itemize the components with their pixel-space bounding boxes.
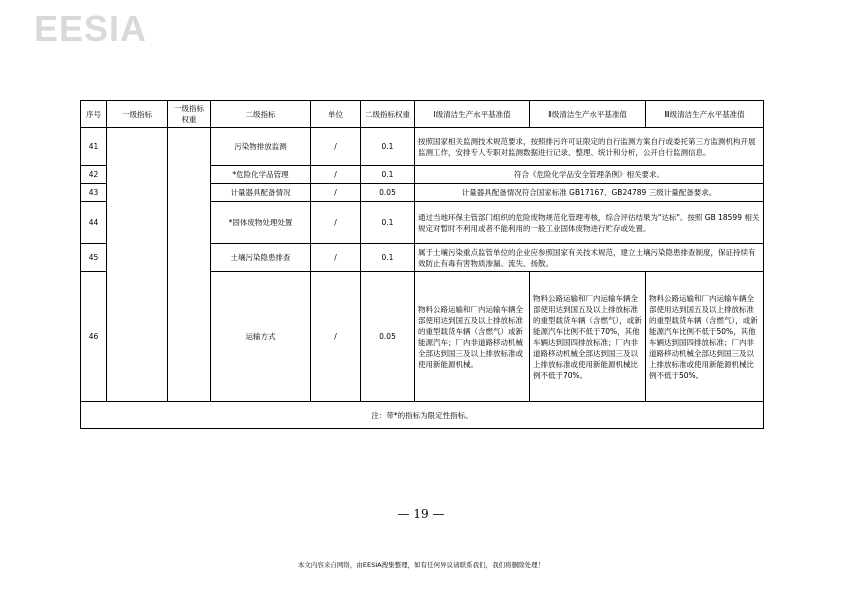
header-grade3: Ⅲ级清洁生产水平基准值 bbox=[646, 101, 764, 128]
header-grade1: Ⅰ级清洁生产水平基准值 bbox=[415, 101, 530, 128]
row-weight: 0.05 bbox=[361, 272, 415, 402]
table-note: 注：带*的指标为限定性指标。 bbox=[81, 402, 764, 429]
level1-cell bbox=[107, 128, 168, 402]
header-level1-weight: 一级指标权重 bbox=[168, 101, 211, 128]
row-no: 44 bbox=[81, 202, 107, 244]
row-criteria: 按照国家相关监测技术规范要求，按照排污许可证限定的自行监测方案自行或委托第三方监测机构开展监测工作，安排专人专职对监测数据进行记录、整理、统计和分析，公开自行监测信息。 bbox=[415, 128, 764, 166]
header-level2-weight: 二级指标权重 bbox=[361, 101, 415, 128]
row-no: 43 bbox=[81, 184, 107, 202]
table-row bbox=[81, 128, 764, 166]
row-indicator: 土壤污染隐患排查 bbox=[211, 244, 311, 272]
header-grade2: Ⅱ级清洁生产水平基准值 bbox=[530, 101, 646, 128]
row-criteria: 符合《危险化学品安全管理条例》相关要求。 bbox=[415, 166, 764, 184]
row-no: 42 bbox=[81, 166, 107, 184]
row-indicator: *固体废物处理处置 bbox=[211, 202, 311, 244]
row-criteria-grade1: 物料公路运输和厂内运输车辆全部使用达到国五及以上排放标准的重型载货车辆（含燃气）或新能源汽车；厂内非道路移动机械全部达到国三及以上排放标准或使用新能源机械。 bbox=[415, 272, 530, 402]
row-weight: 0.1 bbox=[361, 202, 415, 244]
row-no: 45 bbox=[81, 244, 107, 272]
row-no: 41 bbox=[81, 128, 107, 166]
row-unit: / bbox=[311, 244, 361, 272]
row-criteria-grade2: 物料公路运输和厂内运输车辆全部使用达到国五及以上排放标准的重型载货车辆（含燃气），或新能源汽车比例不低于70%，其他车辆达到国四排放标准；厂内非道路移动机械全部达到国三及以上排放标准或使用新能源机械比例不低于70%。 bbox=[530, 272, 646, 402]
row-criteria: 属于土壤污染重点监管单位的企业应参照国家有关技术规范，建立土壤污染隐患排查制度，保证持续有效防止有毒有害物质渗漏、流失、扬散。 bbox=[415, 244, 764, 272]
row-unit: / bbox=[311, 128, 361, 166]
row-criteria: 计量器具配备情况符合国家标准 GB17167、GB24789 三级计量配备要求。 bbox=[415, 184, 764, 202]
row-indicator: 污染物排放监测 bbox=[211, 128, 311, 166]
footer-disclaimer: 本文内容来自网络，由EESIA搜集整理，如有任何异议请联系我们，我们将删除处理！ bbox=[297, 561, 545, 569]
row-weight: 0.05 bbox=[361, 184, 415, 202]
page-number: — 19 — bbox=[397, 507, 445, 521]
row-criteria-grade3: 物料公路运输和厂内运输车辆全部使用达到国五及以上排放标准的重型载货车辆（含燃气），或新能源汽车比例不低于50%，其他车辆达到国四排放标准；厂内非道路移动机械全部达到国三及以上排放标准或使用新能源机械比例不低于50%。 bbox=[646, 272, 764, 402]
header-unit: 单位 bbox=[311, 101, 361, 128]
indicator-table bbox=[80, 100, 764, 429]
row-weight: 0.1 bbox=[361, 166, 415, 184]
row-weight: 0.1 bbox=[361, 128, 415, 166]
row-unit: / bbox=[311, 272, 361, 402]
row-unit: / bbox=[311, 166, 361, 184]
level1-weight-cell bbox=[168, 128, 211, 402]
row-unit: / bbox=[311, 184, 361, 202]
header-no: 序号 bbox=[81, 101, 107, 128]
header-level1: 一级指标 bbox=[107, 101, 168, 128]
row-unit: / bbox=[311, 202, 361, 244]
row-criteria: 通过当地环保主管部门组织的危险废物规范化管理考核，综合评估结果为"达标"。按照 GB 18599 相关规定对暂时不利用或者不能利用的一般工业固体废物进行贮存或处置。 bbox=[415, 202, 764, 244]
table-note-row bbox=[81, 402, 764, 429]
header-level2: 二级指标 bbox=[211, 101, 311, 128]
row-indicator: 运输方式 bbox=[211, 272, 311, 402]
row-indicator: *危险化学品管理 bbox=[211, 166, 311, 184]
row-indicator: 计量器具配备情况 bbox=[211, 184, 311, 202]
row-weight: 0.1 bbox=[361, 244, 415, 272]
row-no: 46 bbox=[81, 272, 107, 402]
table-header-row bbox=[81, 101, 764, 128]
eesia-logo: EESIA bbox=[34, 8, 148, 49]
